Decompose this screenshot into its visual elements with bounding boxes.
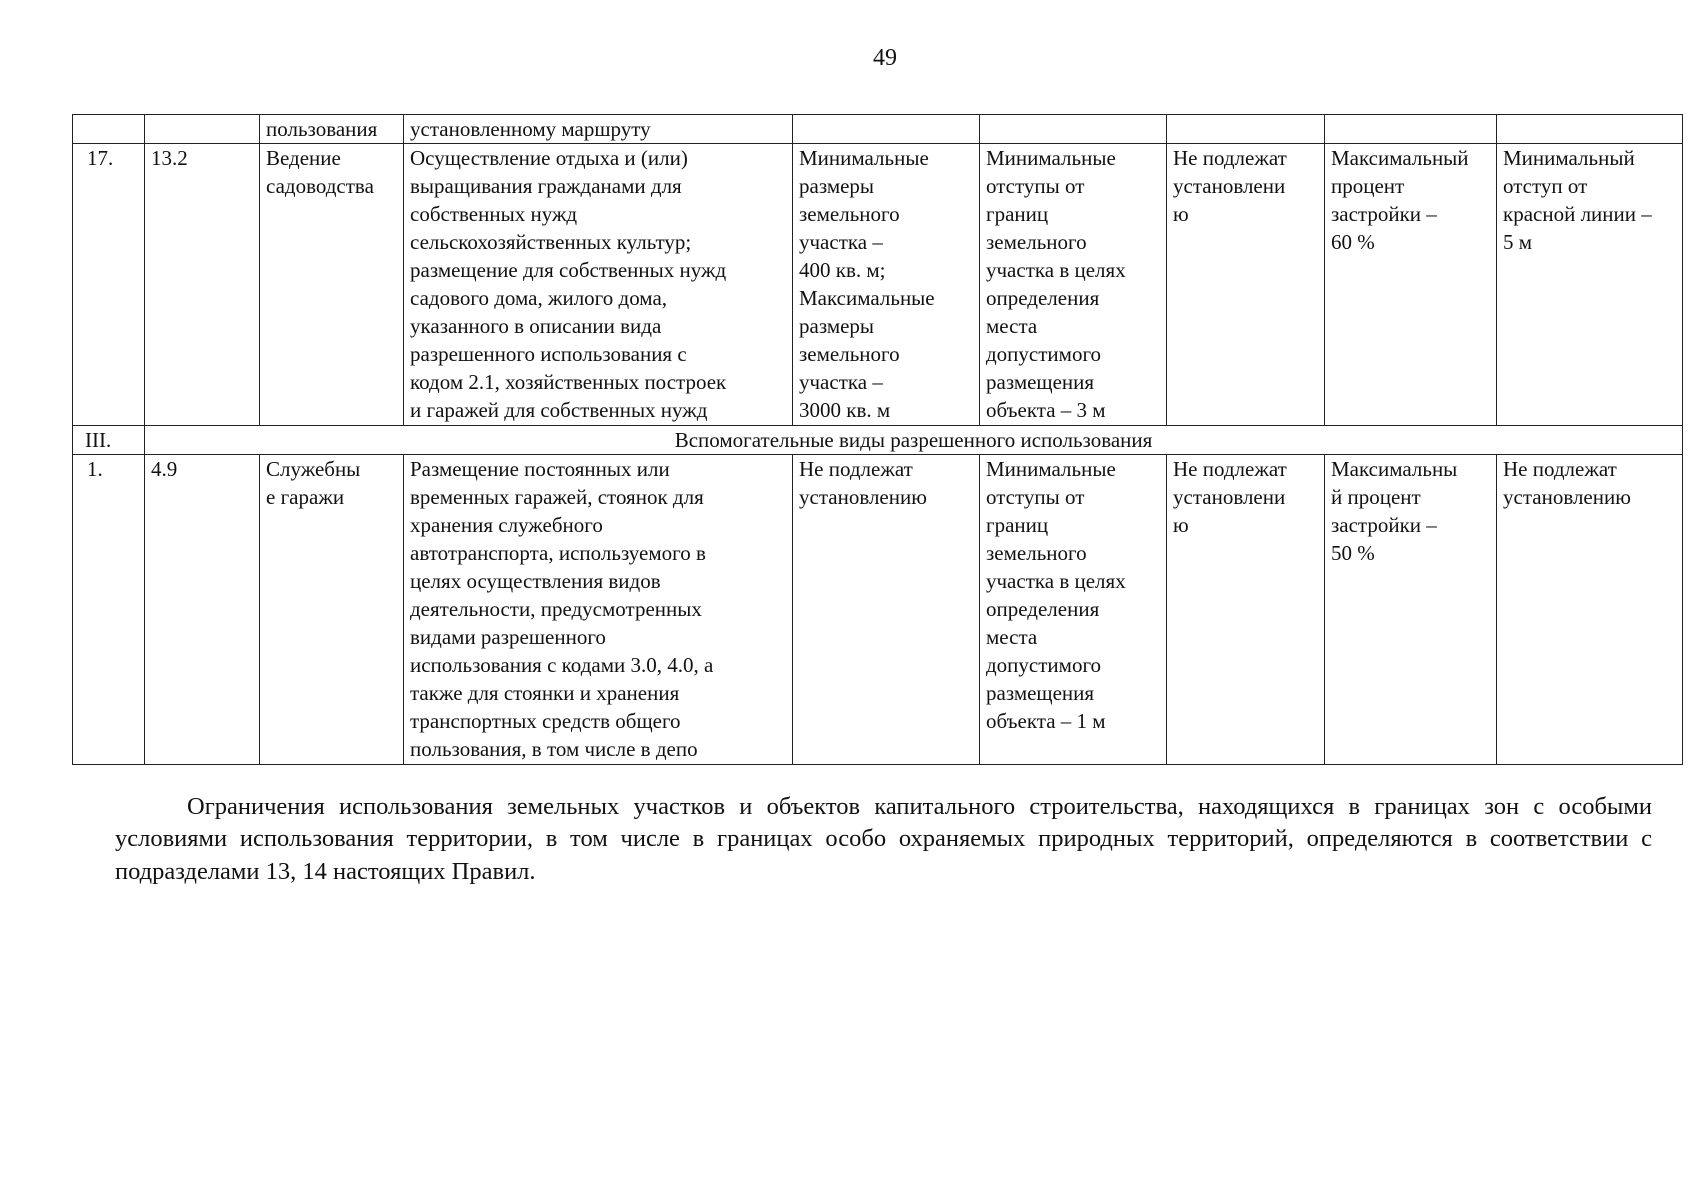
cell-code — [145, 115, 260, 144]
section-header-row — [73, 426, 1683, 455]
cell-number: 1. — [73, 455, 145, 765]
cell-code: 13.2 — [145, 144, 260, 426]
cell-use-name: Служебны е гаражи — [260, 455, 404, 765]
cell-red-line — [1497, 115, 1683, 144]
section-number: III. — [73, 426, 145, 455]
cell-setbacks: Минимальные отступы от границ земельного участка в целях определения места допустимого размещения объекта – 3 м — [980, 144, 1167, 426]
cell-use-name: Ведение садоводства — [260, 144, 404, 426]
table-row-continuation — [73, 115, 1683, 144]
cell-floors: Не подлежат установлени ю — [1167, 144, 1325, 426]
cell-code: 4.9 — [145, 455, 260, 765]
cell-plot-sizes: Не подлежат установлению — [793, 455, 980, 765]
cell-coverage: Максимальны й процент застройки – 50 % — [1325, 455, 1497, 765]
cell-use-description: установленному маршруту — [404, 115, 793, 144]
cell-number: 17. — [73, 144, 145, 426]
cell-red-line: Не подлежат установлению — [1497, 455, 1683, 765]
cell-setbacks — [980, 115, 1167, 144]
cell-floors — [1167, 115, 1325, 144]
cell-use-description: Осуществление отдыха и (или) выращивания гражданами для собственных нужд сельскохозяйственных культур; размещение для собственных нужд садового дома, жилого дома, указанного в описании вида разрешенного использования с кодом 2.1, хозяйственных построек и гаражей для собственных нужд — [404, 144, 793, 426]
cell-use-description: Размещение постоянных или временных гаражей, стоянок для хранения служебного автотранспорта, используемого в целях осуществления видов деятельности, предусмотренных видами разрешенного использования с кодами 3.0, 4.0, а также для стоянки и хранения транспортных средств общего пользования, в том числе в депо — [404, 455, 793, 765]
cell-coverage: Максимальный процент застройки – 60 % — [1325, 144, 1497, 426]
cell-coverage — [1325, 115, 1497, 144]
cell-floors: Не подлежат установлени ю — [1167, 455, 1325, 765]
cell-use-name: пользования — [260, 115, 404, 144]
cell-plot-sizes — [793, 115, 980, 144]
table-row — [73, 455, 1683, 765]
section-title: Вспомогательные виды разрешенного использования — [145, 426, 1683, 455]
cell-setbacks: Минимальные отступы от границ земельного участка в целях определения места допустимого размещения объекта – 1 м — [980, 455, 1167, 765]
cell-plot-sizes: Минимальные размеры земельного участка – 400 кв. м; Максимальные размеры земельного участка – 3000 кв. м — [793, 144, 980, 426]
land-use-table — [72, 114, 1683, 765]
cell-number — [73, 115, 145, 144]
page-number: 49 — [873, 45, 897, 71]
table-row — [73, 144, 1683, 426]
restrictions-paragraph: Ограничения использования земельных участков и объектов капитального строительства, находящихся в границах зон с особыми условиями использования территории, в том числе в границах особо охраняемых природных территорий, определяются в соответствии с подразделами 13, 14 настоящих Правил. — [115, 792, 1652, 885]
cell-red-line: Минимальный отступ от красной линии – 5 м — [1497, 144, 1683, 426]
